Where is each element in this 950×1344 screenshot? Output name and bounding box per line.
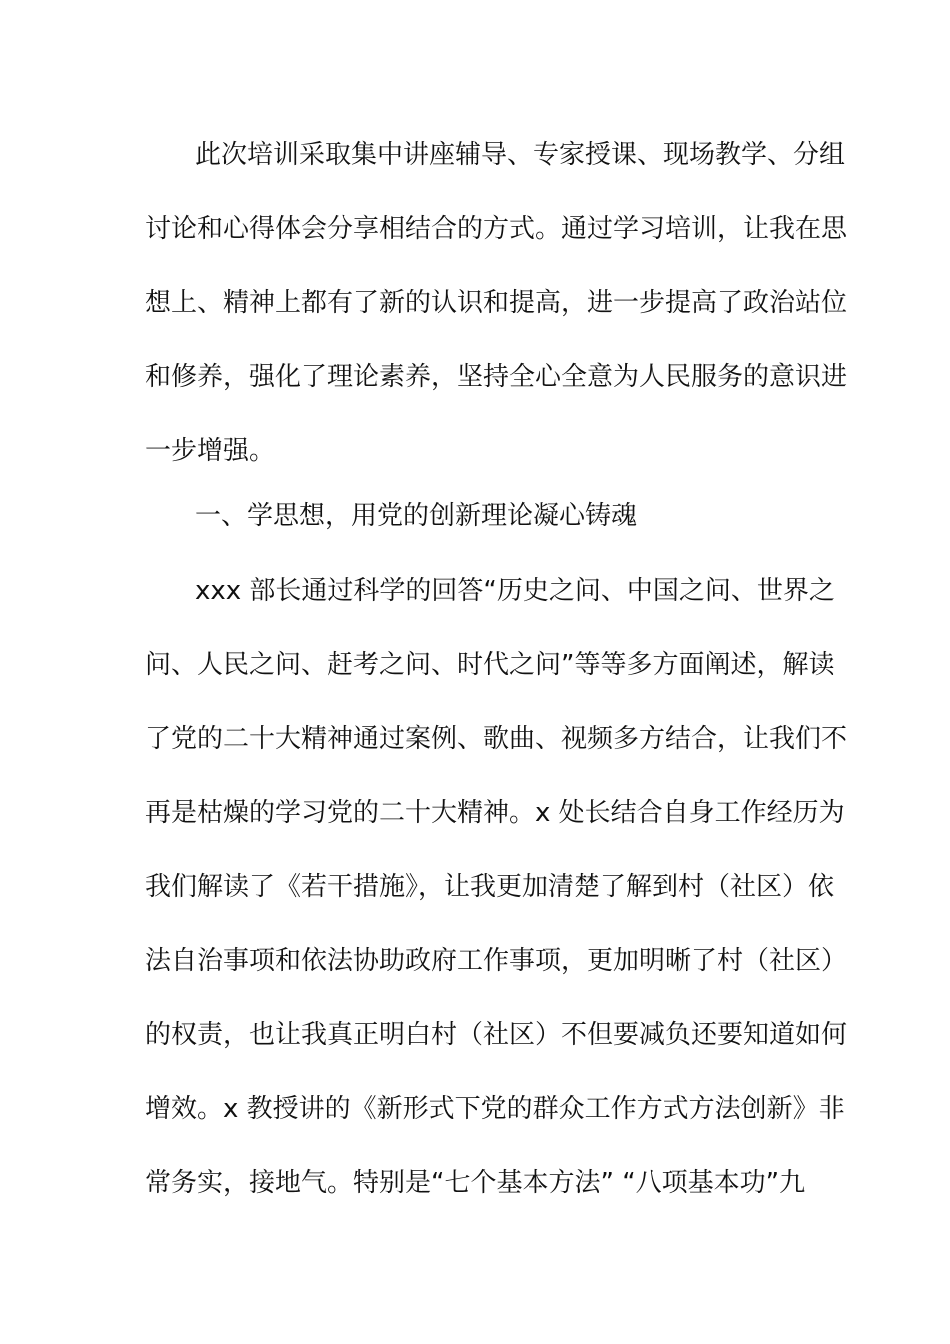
paragraph-line: 法自治事项和依法协助政府工作事项，更加明晰了村（社区） — [145, 946, 848, 976]
paragraph-line: 一步增强。 — [145, 436, 276, 466]
document-body — [145, 118, 848, 1220]
paragraph-line: 常务实，接地气。特别是“七个基本方法” “八项基本功”九 — [145, 1168, 806, 1198]
section-heading: 一、学思想，用党的创新理论凝心铸魂 — [195, 501, 638, 531]
paragraph-line: 了党的二十大精神通过案例、歌曲、视频多方结合，让我们不 — [145, 724, 848, 754]
paragraph-study-content — [145, 554, 848, 1220]
paragraph-line: 想上、精神上都有了新的认识和提高，进一步提高了政治站位 — [145, 288, 848, 318]
paragraph-line: 的权责，也让我真正明白村（社区）不但要减负还要知道如何 — [145, 1020, 848, 1050]
paragraph-line: xxx 部长通过科学的回答“历史之问、中国之问、世界之 — [195, 576, 835, 606]
paragraph-line: 再是枯燥的学习党的二十大精神。x 处长结合自身工作经历为 — [145, 798, 845, 828]
paragraph-line: 和修养，强化了理论素养，坚持全心全意为人民服务的意识进 — [145, 362, 848, 392]
paragraph-line: 增效。x 教授讲的《新形式下党的群众工作方式方法创新》非 — [145, 1094, 845, 1124]
paragraph-training-summary — [145, 118, 848, 488]
paragraph-line: 问、人民之问、赶考之问、时代之问”等等多方面阐述，解读 — [145, 650, 835, 680]
paragraph-line: 我们解读了《若干措施》，让我更加清楚了解到村（社区）依 — [145, 872, 835, 902]
paragraph-line: 此次培训采取集中讲座辅导、专家授课、现场教学、分组 — [195, 140, 846, 170]
paragraph-line: 讨论和心得体会分享相结合的方式。通过学习培训，让我在思 — [145, 214, 848, 244]
